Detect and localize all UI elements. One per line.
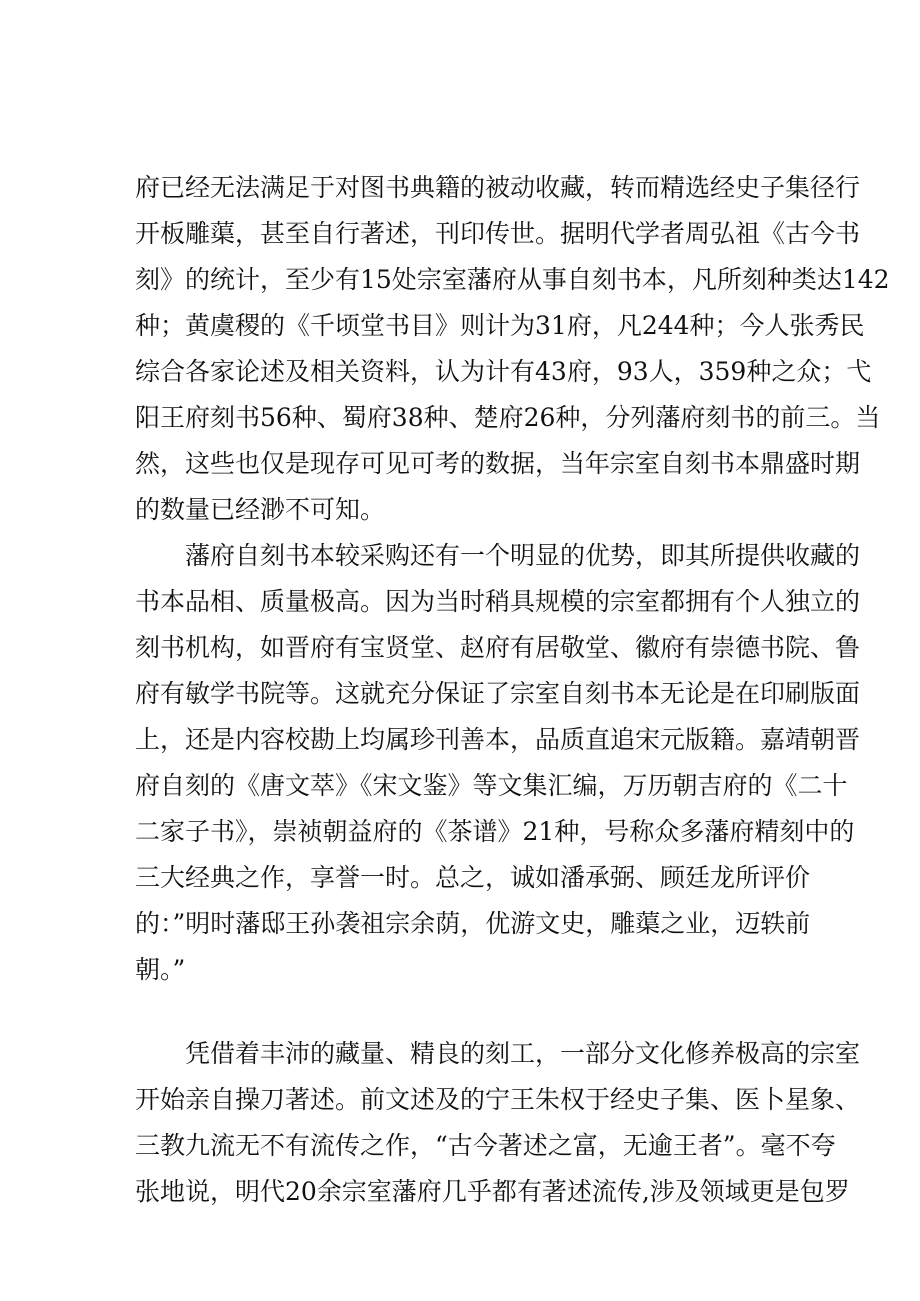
paragraph-1-line-4: 种；黄虞稷的《千顷堂书目》则计为31府，凡244种；今人张秀民: [135, 311, 865, 340]
paragraph-2-line-8: 三大经典之作，享誉一时。总之，诚如潘承弼、顾廷龙所评价: [135, 863, 811, 892]
paragraph-2-line-2: 书本品相、质量极高。因为当时稍具规模的宗室都拥有个人独立的: [135, 587, 861, 616]
paragraph-3-line-1: 凭借着丰沛的藏量、精良的刻工，一部分文化修养极高的宗室: [185, 1039, 861, 1068]
paragraph-1-line-2: 开板雕蕖，甚至自行著述，刊印传世。据明代学者周弘祖《古今书: [135, 219, 861, 248]
paragraph-3-line-4: 张地说，明代20余宗室藩府几乎都有著述流传,涉及领域更是包罗: [135, 1177, 850, 1206]
paragraph-2-line-5: 上，还是内容校勘上均属珍刊善本，品质直追宋元版籍。嘉靖朝晋: [135, 725, 861, 754]
paragraph-2-line-6: 府自刻的《唐文萃》《宋文鉴》等文集汇编，万历朝吉府的《二十: [135, 771, 848, 800]
paragraph-2-line-10: 朝。”: [135, 955, 186, 984]
paragraph-2-line-3: 刻书机构，如晋府有宝贤堂、赵府有居敬堂、徽府有崇德书院、鲁: [135, 633, 861, 662]
paragraph-1-line-7: 然，这些也仅是现存可见可考的数据，当年宗室自刻书本鼎盛时期: [135, 449, 861, 478]
paragraph-2-line-4: 府有敏学书院等。这就充分保证了宗室自刻书本无论是在印刷版面: [135, 679, 861, 708]
paragraph-1-line-3: 刻》的统计，至少有15处宗室藩府从事自刻书本，凡所刻种类达142: [135, 265, 890, 294]
paragraph-1-line-8: 的数量已经渺不可知。: [135, 495, 386, 524]
paragraph-2-line-7: 二家子书》，崇祯朝益府的《茶谱》21种，号称众多藩府精刻中的: [135, 817, 855, 846]
paragraph-1-line-1: 府已经无法满足于对图书典籍的被动收藏，转而精选经史子集径行: [135, 173, 861, 202]
paragraph-3-line-2: 开始亲自操刀著述。前文述及的宁王朱权于经史子集、医卜星象、: [135, 1085, 861, 1114]
paragraph-2-line-9: 的：”明时藩邸王孙袭祖宗余荫，优游文史，雕蕖之业，迈轶前: [135, 909, 811, 938]
paragraph-1-line-6: 阳王府刻书56种、蜀府38种、楚府26种，分列藩府刻书的前三。当: [135, 403, 881, 432]
paragraph-2-line-1: 藩府自刻书本较采购还有一个明显的优势，即其所提供收藏的: [185, 541, 861, 570]
paragraph-1-line-5: 综合各家论述及相关资料，认为计有43府，93人，359种之众；弋: [135, 357, 872, 386]
paragraph-3-line-3: 三教九流无不有流传之作，“古今著述之富，无逾王者”。毫不夸: [135, 1131, 836, 1160]
